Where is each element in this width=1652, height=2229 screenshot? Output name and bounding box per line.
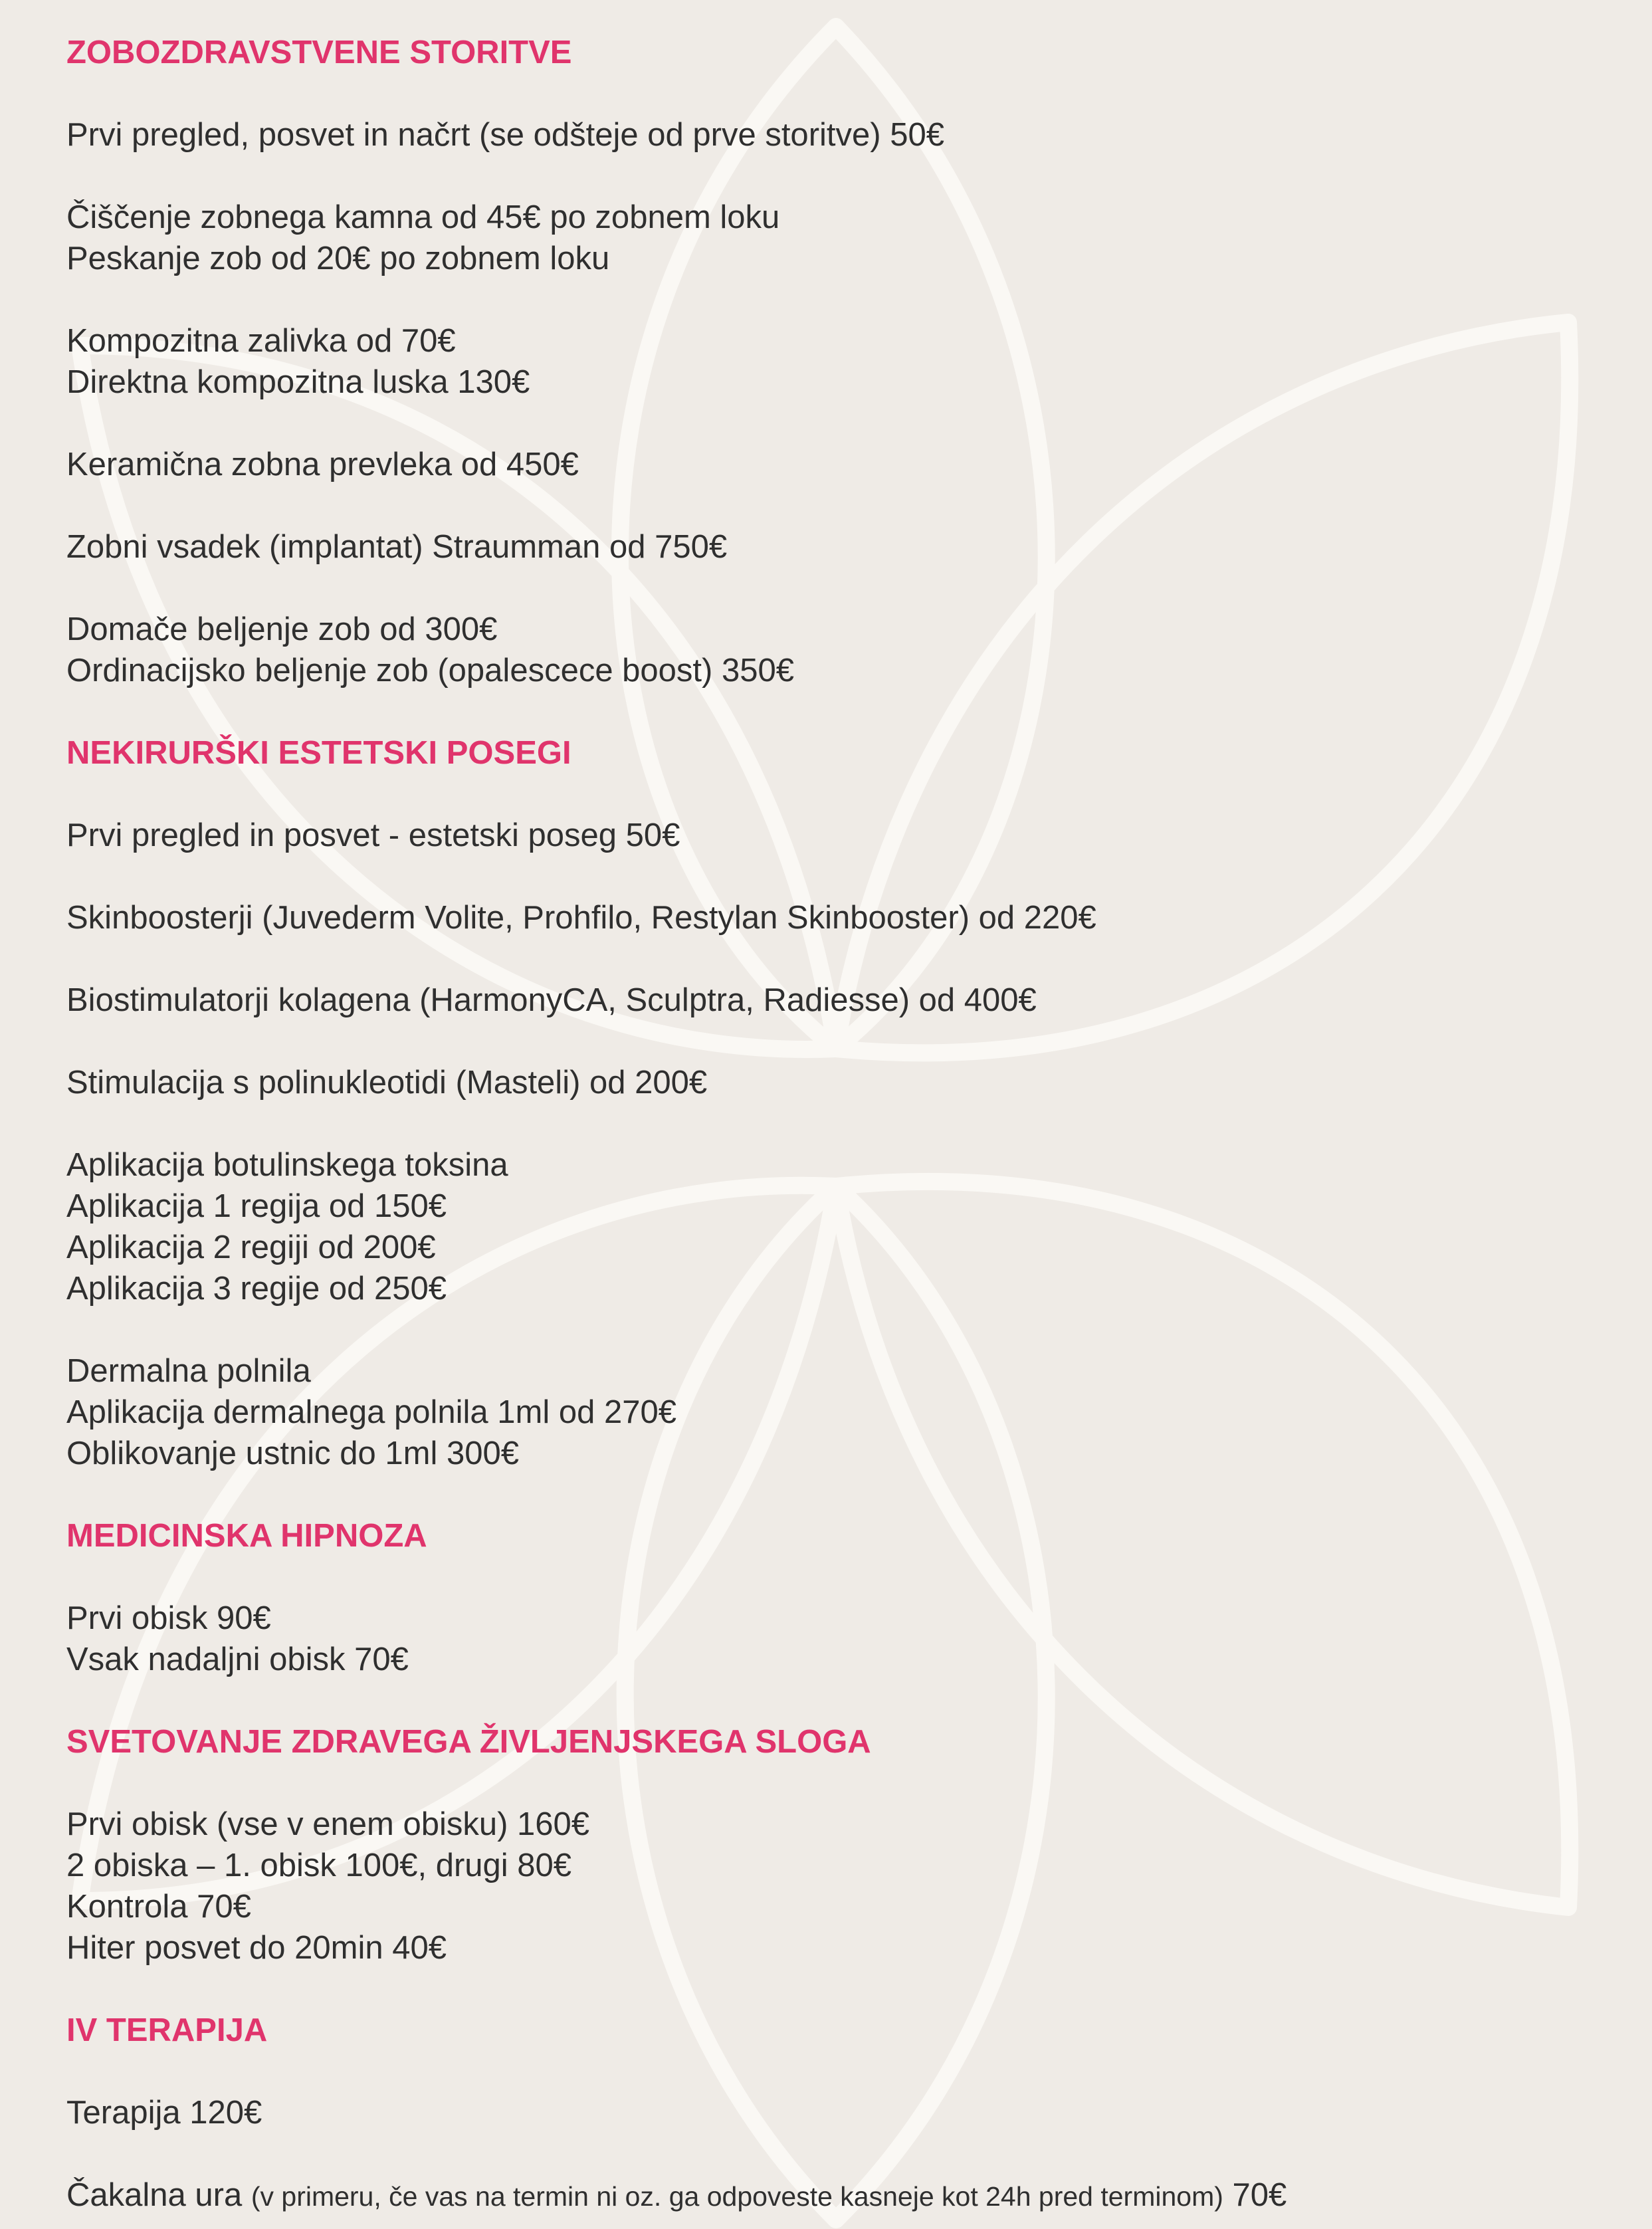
heading-lifestyle: SVETOVANJE ZDRAVEGA ŽIVLJENJSKEGA SLOGA	[66, 1724, 871, 1760]
list-item: Aplikacija 3 regije od 250€	[66, 1271, 447, 1307]
list-item: Stimulacija s polinukleotidi (Masteli) od 200€	[66, 1065, 708, 1101]
list-item: Kontrola 70€	[66, 1889, 251, 1925]
list-item: Skinboosterji (Juvederm Volite, Prohfilo, Restylan Skinbooster) od 220€	[66, 900, 1096, 936]
list-item: 2 obiska – 1. obisk 100€, drugi 80€	[66, 1848, 572, 1883]
list-item: Prvi obisk 90€	[66, 1600, 271, 1636]
list-item: Direktna kompozitna luska 130€	[66, 364, 530, 400]
waiting-price: 70€	[1232, 2177, 1287, 2213]
heading-hypnosis: MEDICINSKA HIPNOZA	[66, 1518, 427, 1554]
price-list	[66, 32, 1595, 2217]
list-item: Prvi pregled in posvet - estetski poseg 50€	[66, 817, 680, 853]
heading-iv: IV TERAPIJA	[66, 2012, 268, 2048]
list-item: Domače beljenje zob od 300€	[66, 611, 498, 647]
list-item: Kompozitna zalivka od 70€	[66, 323, 456, 359]
list-item: Aplikacija dermalnega polnila 1ml od 270€	[66, 1394, 676, 1430]
waiting-fee	[66, 2175, 1595, 2217]
list-item: Hiter posvet do 20min 40€	[66, 1930, 447, 1966]
list-item: Vsak nadaljni obisk 70€	[66, 1642, 409, 1677]
list-item: Peskanje zob od 20€ po zobnem loku	[66, 241, 610, 276]
list-item: Ordinacijsko beljenje zob (opalescece boost) 350€	[66, 653, 794, 689]
waiting-label: Čakalna ura	[66, 2177, 243, 2213]
waiting-note: (v primeru, če vas na termin ni oz. ga odpoveste kasneje kot 24h pred terminom)	[251, 2181, 1223, 2212]
list-item: Aplikacija 1 regija od 150€	[66, 1188, 447, 1224]
heading-dental: ZOBOZDRAVSTVENE STORITVE	[66, 35, 572, 70]
heading-aesthetic: NEKIRURŠKI ESTETSKI POSEGI	[66, 735, 571, 771]
list-item: Čiščenje zobnega kamna od 45€ po zobnem loku	[66, 199, 780, 235]
list-item: Dermalna polnila	[66, 1353, 311, 1389]
list-item: Aplikacija 2 regiji od 200€	[66, 1229, 436, 1265]
list-item: Zobni vsadek (implantat) Straumman od 750€	[66, 529, 728, 565]
list-item: Keramična zobna prevleka od 450€	[66, 447, 579, 482]
list-item: Aplikacija botulinskega toksina	[66, 1147, 508, 1183]
list-item: Prvi obisk (vse v enem obisku) 160€	[66, 1806, 590, 1842]
list-item: Biostimulatorji kolagena (HarmonyCA, Sculptra, Radiesse) od 400€	[66, 982, 1037, 1018]
list-item: Terapija 120€	[66, 2095, 262, 2131]
list-item: Prvi pregled, posvet in načrt (se odšteje od prve storitve) 50€	[66, 117, 944, 153]
list-item: Oblikovanje ustnic do 1ml 300€	[66, 1435, 519, 1471]
